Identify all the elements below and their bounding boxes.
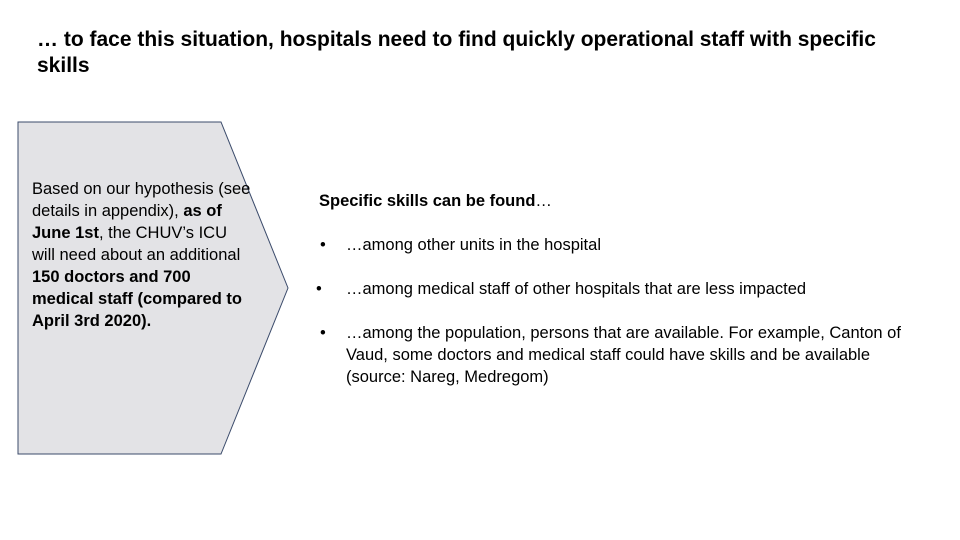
skills-bullet-text: …among the population, persons that are available. For example, Canton of Vaud, some doctors and medical staff could have skills and be available (source: Nareg, Medregom) xyxy=(346,324,901,386)
skills-heading-bold: Specific skills can be found xyxy=(319,192,536,210)
hypothesis-text-2: , the CHUV’s ICU will need about an additional xyxy=(32,224,241,264)
skills-bullet-2 xyxy=(316,278,926,300)
skills-heading xyxy=(319,190,552,212)
bullet-dot: • xyxy=(320,324,326,342)
skills-bullet-3 xyxy=(320,322,906,388)
hypothesis-text-1: Based on our hypothesis (see details in appendix), xyxy=(32,180,251,220)
skills-bullet-1 xyxy=(320,234,906,256)
slide-title: … to face this situation, hospitals need to find quickly operational staff with specific skills xyxy=(37,28,876,77)
skills-bullet-text: …among other units in the hospital xyxy=(346,236,601,254)
bullet-dot: • xyxy=(320,236,326,254)
skills-heading-suffix: … xyxy=(535,192,552,210)
hypothesis-date: as of June 1st xyxy=(32,202,222,242)
bullet-dot: • xyxy=(316,280,322,298)
hypothesis-staff-need: 150 doctors and 700 medical staff (compared to April 3rd 2020). xyxy=(32,268,242,330)
hypothesis-text xyxy=(32,178,252,332)
skills-bullet-text: …among medical staff of other hospitals that are less impacted xyxy=(346,280,807,298)
